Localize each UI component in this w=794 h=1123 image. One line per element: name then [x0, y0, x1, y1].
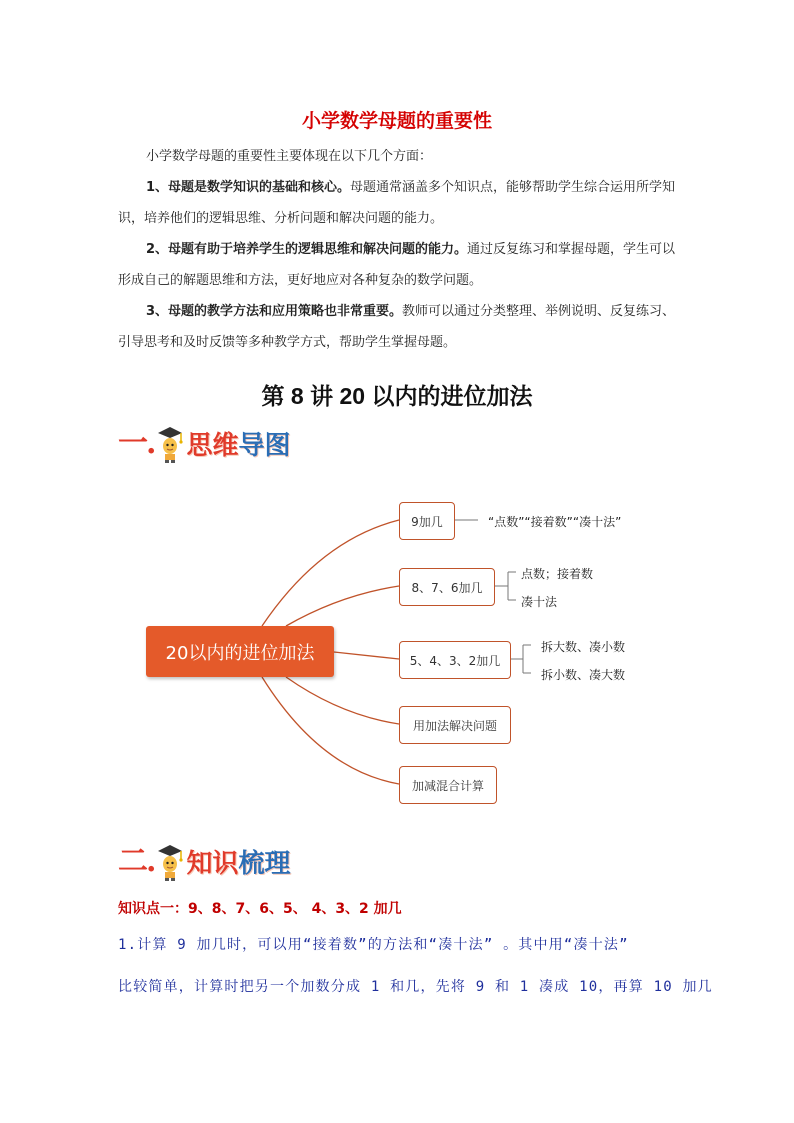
- point-3-bold: 3、母题的教学方法和应用策略也非常重要。: [146, 304, 403, 319]
- section-knowledge-heading: [118, 836, 290, 880]
- mascot-icon: [154, 424, 184, 462]
- section-label: 知识梳理: [186, 849, 291, 879]
- point-2: [118, 234, 678, 296]
- branch-9-jia-ji: 9加几: [399, 502, 455, 540]
- point-1-bold: 1、母题是数学知识的基础和核心。: [146, 180, 351, 195]
- branch-876-jia-ji: 8、7、6加几: [399, 568, 495, 606]
- point-3-text: 教师可以通过分类整理、举例说明、反复练习、引导思考和及时反馈等多种教学方式，帮助学生掌握母题。: [118, 304, 676, 350]
- point-1: [118, 172, 678, 234]
- section-number: 一.: [118, 426, 155, 461]
- leaf-9-methods: “点数”“接着数”“凑十法”: [488, 515, 622, 529]
- lecture-title: 第 8 讲 20 以内的进位加法: [261, 383, 533, 409]
- knowledge-point-title: 知识点一：9、8、7、6、5、 4、3、2 加几: [118, 901, 402, 917]
- branch-addition-problems: 用加法解决问题: [399, 706, 511, 744]
- mascot-icon: [154, 842, 184, 880]
- leaf-876-make-ten: 凑十法: [521, 595, 558, 609]
- leaf-5432-split-big: 拆大数、凑小数: [541, 640, 626, 654]
- section-number: 二.: [118, 844, 155, 879]
- point-1-text: 母题通常涵盖多个知识点，能够帮助学生综合运用所学知识，培养他们的逻辑思维、分析问题和解决问题的能力。: [118, 180, 676, 226]
- intro-paragraph: 小学数学母题的重要性主要体现在以下几个方面：: [146, 149, 433, 164]
- point-3: [118, 296, 678, 358]
- branch-mixed-calculation: 加减混合计算: [399, 766, 497, 804]
- doc-title: 小学数学母题的重要性: [301, 110, 492, 132]
- leaf-5432-split-small: 拆小数、凑大数: [541, 668, 626, 682]
- section-label: 思维导图: [186, 431, 291, 461]
- point-2-bold: 2、母题有助于培养学生的逻辑思维和解决问题的能力。: [146, 242, 468, 257]
- section-mindmap-heading: [118, 418, 290, 462]
- leaf-876-count: 点数；接着数: [521, 567, 594, 581]
- point-2-text: 通过反复练习和掌握母题，学生可以形成自己的解题思维和方法，更好地应对各种复杂的数学问题。: [118, 242, 676, 288]
- mindmap-root: 20以内的进位加法: [146, 626, 334, 677]
- knowledge-line-2: 比较简单，计算时把另一个加数分成 1 和几，先将 9 和 1 凑成 10，再算 10 加几: [118, 979, 713, 995]
- knowledge-line-1: 1.计算 9 加几时，可以用“接着数”的方法和“凑十法” 。其中用“凑十法”: [118, 937, 629, 953]
- branch-5432-jia-ji: 5、4、3、2加几: [399, 641, 511, 679]
